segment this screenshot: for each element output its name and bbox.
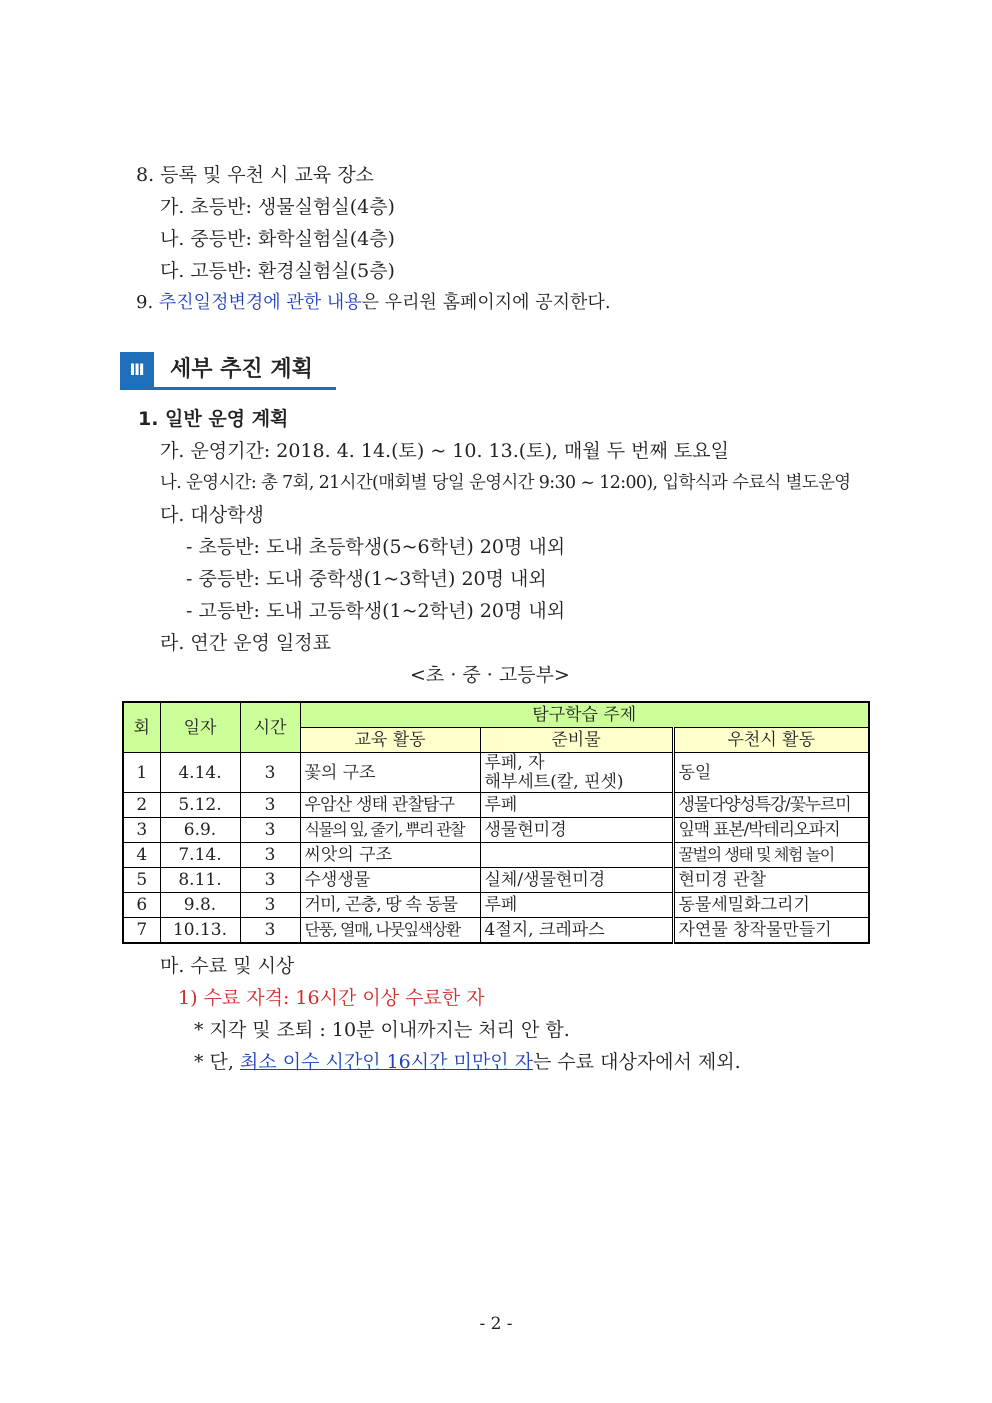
section8-item: 가. 초등반: 생물실험실(4층)	[160, 196, 395, 218]
header-activity: 교육 활동	[300, 728, 480, 753]
plan-title: 1. 일반 운영 계획	[138, 408, 289, 430]
cell-hours: 3	[240, 818, 300, 843]
cell-rain: 잎맥 표본/박테리오파지	[673, 818, 869, 843]
cell-activity: 꽃의 구조	[300, 753, 480, 793]
cell-hours: 3	[240, 893, 300, 918]
cell-materials: 루페	[480, 793, 673, 818]
section-title: 세부 추진 계획	[170, 357, 313, 382]
section9-highlight: 추진일정변경에 관한 내용	[158, 292, 362, 313]
cell-rain: 동일	[673, 753, 869, 793]
cell-materials-line: 루페, 자	[484, 752, 545, 773]
cell-round: 4	[123, 843, 160, 868]
table-row	[123, 868, 869, 893]
cell-materials	[480, 753, 673, 793]
schedule-table	[122, 701, 870, 944]
cell-round: 6	[123, 893, 160, 918]
cell-rain: 자연물 창작물만들기	[673, 918, 869, 944]
cell-date: 9.8.	[160, 893, 240, 918]
cell-materials: 루페	[480, 893, 673, 918]
header-materials: 준비물	[480, 728, 673, 753]
cell-materials: 실체/생물현미경	[480, 868, 673, 893]
section8-item: 다. 고등반: 환경실험실(5층)	[160, 260, 395, 282]
header-rain: 우천시 활동	[673, 728, 869, 753]
cell-round: 7	[123, 918, 160, 944]
cell-date: 5.12.	[160, 793, 240, 818]
cell-rain: 생물다양성특강/꽃누르미	[673, 793, 869, 818]
section8-item: 나. 중등반: 화학실험실(4층)	[160, 228, 395, 250]
cell-materials	[480, 843, 673, 868]
cell-round: 5	[123, 868, 160, 893]
section-underline	[120, 387, 336, 390]
cell-hours: 3	[240, 793, 300, 818]
cell-round: 3	[123, 818, 160, 843]
table-row	[123, 793, 869, 818]
header-round: 회	[123, 702, 160, 753]
completion-note: * 지각 및 조퇴 : 10분 이내까지는 처리 안 함.	[194, 1019, 570, 1041]
table-row	[123, 918, 869, 944]
cell-date: 6.9.	[160, 818, 240, 843]
completion-heading: 마. 수료 및 시상	[160, 955, 295, 977]
cell-rain: 꿀벌의 생태 및 체험 놀이	[673, 843, 869, 868]
cell-activity: 씨앗의 구조	[300, 843, 480, 868]
plan-target-item: - 고등반: 도내 고등학생(1~2학년) 20명 내외	[186, 600, 566, 622]
cell-materials-line: 해부세트(칼, 핀셋)	[484, 771, 624, 792]
cell-activity: 거미, 곤충, 땅 속 동물	[300, 893, 480, 918]
cell-hours: 3	[240, 918, 300, 944]
table-row	[123, 843, 869, 868]
plan-target-heading: 다. 대상학생	[160, 504, 264, 526]
cell-activity: 식물의 잎, 줄기, 뿌리 관찰	[300, 818, 480, 843]
cell-activity: 단풍, 열매, 나뭇잎색상환	[300, 918, 480, 944]
cell-round: 2	[123, 793, 160, 818]
header-topic: 탐구학습 주제	[300, 702, 869, 728]
cell-rain: 현미경 관찰	[673, 868, 869, 893]
section9-line	[136, 291, 611, 315]
section9-rest: 은 우리원 홈페이지에 공지한다.	[361, 292, 611, 313]
page-number: - 2 -	[479, 1314, 513, 1334]
cell-hours: 3	[240, 843, 300, 868]
cell-materials: 4절지, 크레파스	[480, 918, 673, 944]
cell-materials: 생물현미경	[480, 818, 673, 843]
table-row	[123, 893, 869, 918]
cell-date: 8.11.	[160, 868, 240, 893]
plan-time: 나. 운영시간: 총 7회, 21시간(매회별 당일 운영시간 9:30 ~ 12:00), 입학식과 수료식 별도운영	[160, 473, 851, 493]
cell-date: 10.13.	[160, 918, 240, 944]
plan-target-item: - 중등반: 도내 중학생(1~3학년) 20명 내외	[186, 568, 547, 590]
completion-note	[194, 1050, 741, 1074]
cell-activity: 수생생물	[300, 868, 480, 893]
note-emphasis: 최소 이수 시간인 16시간 미만인 자	[239, 1051, 533, 1073]
section-number-badge: Ⅲ	[120, 352, 154, 388]
completion-qualification: 1) 수료 자격: 16시간 이상 수료한 자	[178, 987, 485, 1009]
cell-hours: 3	[240, 753, 300, 793]
cell-rain: 동물세밀화그리기	[673, 893, 869, 918]
note-suffix: 는 수료 대상자에서 제외.	[532, 1051, 741, 1073]
header-hours: 시간	[240, 702, 300, 753]
section8-title: 8. 등록 및 우천 시 교육 장소	[136, 164, 374, 186]
plan-target-item: - 초등반: 도내 초등학생(5~6학년) 20명 내외	[186, 536, 566, 558]
cell-round: 1	[123, 753, 160, 793]
cell-hours: 3	[240, 868, 300, 893]
cell-date: 4.14.	[160, 753, 240, 793]
plan-period: 가. 운영기간: 2018. 4. 14.(토) ~ 10. 13.(토), 매월 두 번째 토요일	[160, 440, 729, 462]
cell-date: 7.14.	[160, 843, 240, 868]
plan-schedule-heading: 라. 연간 운영 일정표	[160, 632, 331, 654]
table-row	[123, 753, 869, 793]
header-date: 일자	[160, 702, 240, 753]
section9-num: 9.	[136, 292, 159, 313]
table-caption: <초 · 중 · 고등부>	[410, 664, 570, 686]
note-prefix: * 단,	[194, 1051, 240, 1073]
table-row	[123, 818, 869, 843]
cell-activity: 우암산 생태 관찰탐구	[300, 793, 480, 818]
